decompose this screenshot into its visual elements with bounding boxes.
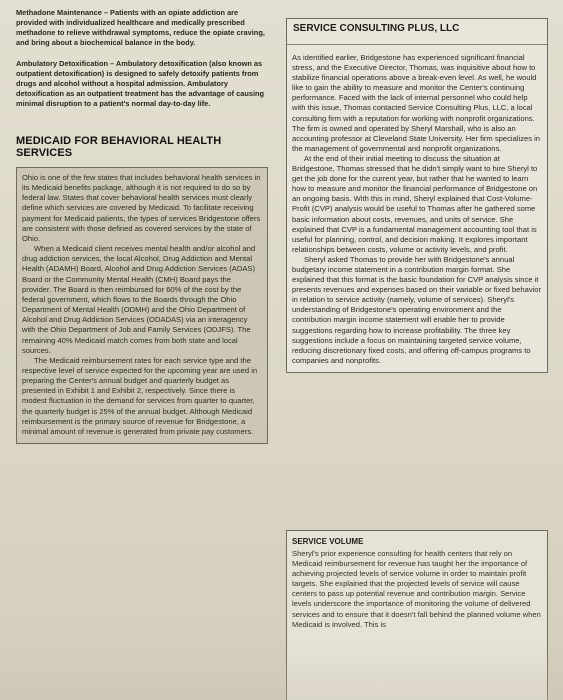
- box-paragraph: Ohio is one of the few states that includes behavioral health services in its Medicaid benefits package, although it is not required to do so by federal law. States that cover behavioral health services must clearly define which services are covered by Medicaid. To facilitate receiving payment for Medicaid patients, the types of services Bridgestone offers are consistent with those defined as covered services by the state of Ohio.: [22, 173, 261, 243]
- detox-text: – Ambulatory detoxification (also known as outpatient detoxification) is designed to safely detoxify patients from drugs and alcohol without a hospital admission. Ambulatory detoxification as an outpatient treatment has the advantage of causing minimal disruption to a patient's normal day-to-day life.: [16, 59, 265, 108]
- box-paragraph: The Medicaid reimbursement rates for each service type and the respective level of service expected for the upcoming year are used in preparing the Center's annual budget and quarterly budget as presented in Exhibit 1 and Exhibit 2, respectively. Since there is modest fluctuation in the demand for services from quarter to quarter, the quarterly budget is 25% of the annual budget. Although Medicaid reimbursement is the primary source of revenue for Bridgestone, a minimal amount of revenue is generated from private pay customers.: [22, 355, 258, 436]
- detox-lead: Ambulatory Detoxification: [16, 59, 108, 68]
- section-heading: MEDICAID FOR BEHAVIORAL HEALTH SERVICES: [16, 135, 222, 159]
- detox-paragraph: [16, 59, 268, 109]
- service-volume-text: Sheryl's prior experience consulting for health centers that rely on Medicaid reimbursement for revenue has taught her the importance of achieving projected levels of service volume in order to maintain profit targets. She explained that the projected levels of service will cause centers to pass up potential revenue and contribution margin. Service levels underscore the importance of monitoring the volume of delivered services and to ensure that it doesn't fall behind the planned volume when Medicaid is involved. This is: [292, 549, 541, 629]
- service-volume-box: [286, 530, 548, 700]
- methadone-text: – Patients with an opiate addiction are provided with individualized healthcare and medically prescribed methadone to relieve withdrawal symptoms, reduce the opiate craving, and bring about a biochemical balance in the body.: [16, 8, 265, 47]
- right-column: [286, 18, 548, 373]
- box-paragraph: When a Medicaid client receives mental health and/or alcohol and drug addiction services, the local Alcohol, Drug Addiction and Mental Health (ADAMH) Board, Alcohol and Drug Addiction Services (ADAS) Board or the Community Mental Health (CMH) Board pays the provider. The Board is then reimbursed for 60% of the cost by the federal government, which flows to the Boards through the Ohio Department of Mental Health (ODMH) and the Ohio Department of Alcohol and Drug Addiction Services (ODADAS) via an interagency with the Ohio Department of Job and Family Services (ODJFS). The remaining 40% Medicaid match comes from both state and local sources.: [22, 244, 256, 355]
- service-descriptions: [16, 8, 268, 109]
- left-column: [16, 0, 268, 444]
- service-volume-title: SERVICE VOLUME: [292, 537, 364, 546]
- consulting-paragraph: Sheryl asked Thomas to provide her with Bridgestone's annual budgetary income statement in a contribution margin format. She explained that this format is the basic foundation for CVP analysis since it presents revenues and expenses based on their variable or fixed behavior in relation to service activity (namely, volume of services). Sheryl's understanding of Bridgestone's operating environment and the contribution margin income statement will enable her to provide suggestions regarding how to increase profitability. The three key suggestions include a focus on maintaining targeted service volume, reducing discretionary fixed costs, and offering off-campus programs to companies and nonprofits.: [292, 254, 542, 365]
- consulting-box: [286, 18, 548, 373]
- methadone-lead: Methadone Maintenance: [16, 8, 102, 17]
- consulting-paragraph: As identified earlier, Bridgestone has experienced significant financial stress, and the Executive Director, Thomas, was inquisitive about how to stabilize financial operations above a break-even level. As well, he would like to gain the ability to measure and monitor the Center's continuing performance. Faced with the lack of internal personnel who could help with this issue, Thomas contacted Service Consulting Plus, LLC, a local consulting firm with a reputation for working with nonprofit organizations. The firm is owned and operated by Sheryl Marshall, who is also an accounting professor at Cleveland State University. Her firm specializes in the management of governmental and nonprofit organizations.: [292, 53, 541, 153]
- consulting-title: SERVICE CONSULTING PLUS, LLC: [287, 19, 547, 45]
- methadone-paragraph: [16, 8, 268, 48]
- medicaid-text-box: [16, 167, 268, 444]
- consulting-paragraph: At the end of their initial meeting to discuss the situation at Bridgestone, Thomas stressed that he didn't simply want to hire Sheryl to get the job done for the current year, but rather that he wanted to learn how to measure and monitor the financial performance of Bridgestone on an ongoing basis. With this in mind, Sheryl explained that Cost-Volume-Profit (CVP) analysis would be useful to Thomas after he gathered some basic information about costs, revenues, and units of service. She explained that CVP is a fundamental management accounting tool that is useful for planning, control, and decision making. It explores important relationships between costs, volume or activity levels, and profit.: [292, 153, 538, 254]
